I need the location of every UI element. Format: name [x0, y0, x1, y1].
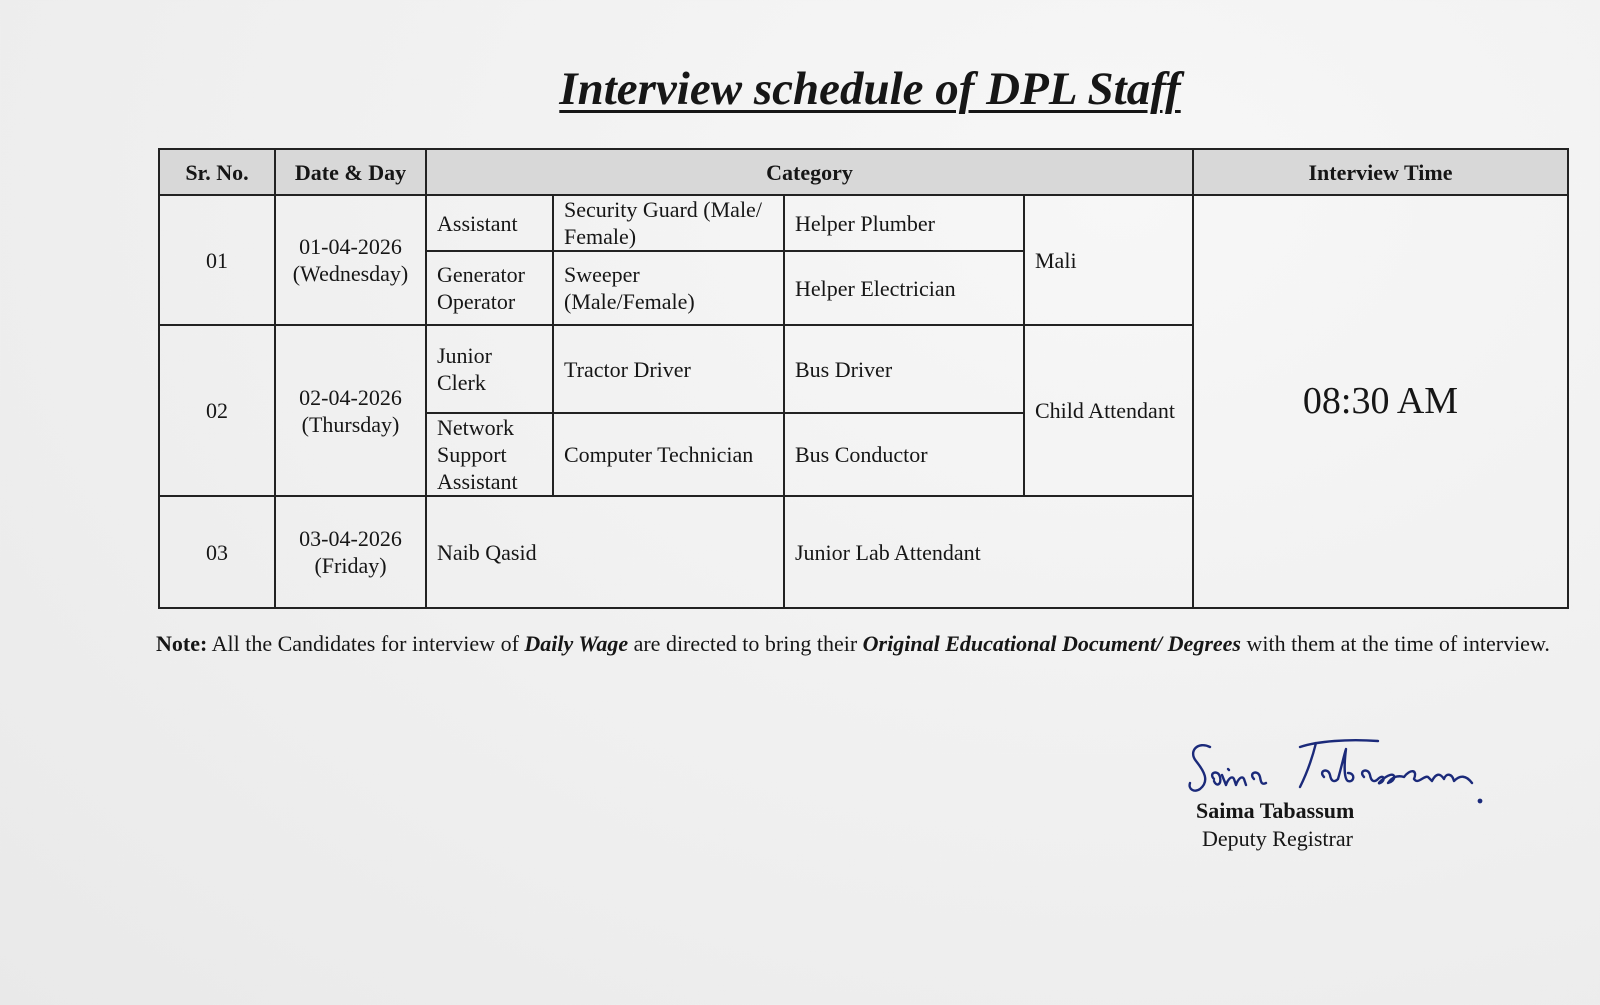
note-emphasis: Daily Wage [524, 631, 629, 656]
category-cell: Network Support Assistant [426, 413, 553, 496]
category-cell: Computer Technician [553, 413, 784, 496]
category-cell: Security Guard (Male/ Female) [553, 195, 784, 251]
note-emphasis: Original Educational Document/ Degrees [862, 631, 1241, 656]
date-text: 03-04-2026 [299, 526, 402, 551]
header-sr-no: Sr. No. [159, 149, 275, 195]
category-cell: Naib Qasid [426, 496, 784, 608]
category-cell: Sweeper (Male/Female) [553, 251, 784, 325]
category-cell: Junior Clerk [426, 325, 553, 413]
table-row [159, 195, 1568, 251]
category-cell: Assistant [426, 195, 553, 251]
signatory-name: Saima Tabassum [1196, 798, 1355, 823]
note-text: with them at the time of interview. [1240, 631, 1550, 656]
date-day-cell [275, 496, 426, 608]
note-text: All the Candidates for interview of [207, 631, 525, 656]
category-cell: Helper Plumber [784, 195, 1024, 251]
category-cell: Mali [1024, 195, 1193, 325]
page-title: Interview schedule of DPL Staff [559, 63, 1181, 115]
date-text: 02-04-2026 [299, 384, 402, 410]
day-text: (Thursday) [301, 411, 400, 437]
table-header-row [159, 149, 1568, 195]
category-cell: Bus Conductor [784, 413, 1024, 496]
handwritten-signature [1188, 735, 1528, 805]
schedule-table [158, 148, 1569, 609]
date-day-cell [275, 325, 426, 496]
note-text: are directed to bring their [628, 631, 863, 656]
header-interview-time: Interview Time [1193, 149, 1568, 195]
sr-no-cell: 03 [159, 496, 275, 608]
category-cell: Helper Electrician [784, 251, 1024, 325]
note-paragraph [156, 630, 1576, 658]
sr-no-cell: 02 [159, 325, 275, 496]
date-text: 01-04-2026 [299, 234, 402, 259]
interview-time-cell: 08:30 AM [1193, 195, 1568, 608]
sr-no-cell: 01 [159, 195, 275, 325]
category-cell: Child Attendant [1024, 325, 1193, 496]
day-text: (Friday) [314, 553, 387, 578]
header-category: Category [426, 149, 1193, 195]
header-date-day: Date & Day [275, 149, 426, 195]
date-day-cell [275, 195, 426, 325]
category-cell: Junior Lab Attendant [784, 496, 1193, 608]
day-text: (Wednesday) [292, 261, 409, 286]
category-cell: Generator Operator [426, 251, 553, 325]
signatory-role: Deputy Registrar [1202, 826, 1353, 851]
note-label: Note: [156, 631, 208, 656]
category-cell: Bus Driver [784, 325, 1024, 413]
category-cell: Tractor Driver [553, 325, 784, 413]
